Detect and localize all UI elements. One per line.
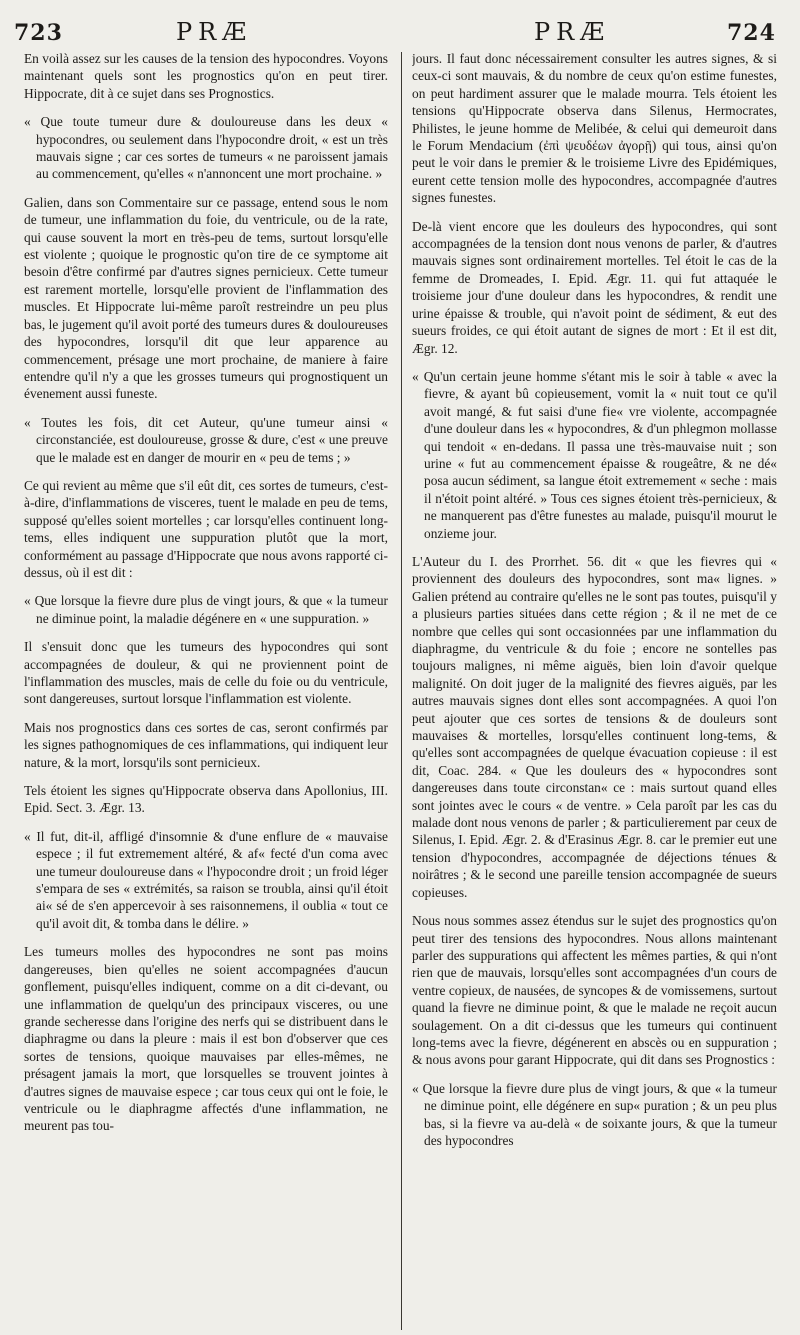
- quotation: « Il fut, dit-il, affligé d'insomnie & d'une enflure de « mauvaise espece ; il fut extremement altéré, & af« fecté d'un coma avec une tumeur douloureuse dans « l'hypocondre droit ; un froid léger s'empara de ses « extrémités, sa raison se troubla, ainsi qu'il étoit ai« sé de s'en appercevoir à ses raisonnemens, il oublia « tout ce qu'il avoit dit, & tomba dans le délire. »: [24, 828, 388, 931]
- left-text-column: [24, 50, 388, 1332]
- right-running-head: PRÆ: [534, 18, 611, 46]
- paragraph: L'Auteur du I. des Prorrhet. 56. dit « que les fievres qui « proviennent des douleurs des hypocondres, sont ma« lignes. » Galien prétend au contraire qu'elles ne le sont pas toutes, puisqu'il y a plusieurs parties situées dans cette région ; & il ne met de ce nombre que celles qui sont occasionnées par une inflammation du diaphragme, du ventricule & du foie ; encore ne sontelles pas toujours malignes, ni même aiguës, bien loin d'avoir quelque malignité. On doit juger de la malignité des fievres aiguës, par les autres mauvais signes dont elles sont accompagnées. A quoi l'on peut ajouter que ces sortes de tensions & de douleurs sont mauvaises & mortelles, lorsqu'elles continuent long-tems, & qu'elles sont accompagnées de quelque évacuation copieuse : il est dit, Coac. 284. « Que les douleurs des « hypocondres sont dangereuses dans toute circonstan« ce : mais surtout quand elles sont jointes avec le cours « de ventre. » Cela paroît par les cas du malade dont nous venons de parler ; & particulierement par ceux de Silenus, I. Epid. Ægr. 2. & d'Erasinus Ægr. 8. car le premier eut une tension d'hypocondres, accompagnée de déjections ténues & noirâtres ; & le second une pareille tension accompagnée de sueurs copieuses.: [412, 553, 777, 900]
- quotation: « Que toute tumeur dure & douloureuse dans les deux « hypocondres, ou seulement dans l'hypocondre droit, « est un très mauvais signe ; car ces sortes de tumeurs « ne paroissent jamais au commencement, qu'elles « n'annoncent une mort prochaine. »: [24, 114, 388, 182]
- paragraph: Galien, dans son Commentaire sur ce passage, entend sous le nom de tumeur, une inflammation du foie, du ventricule, ou de la rate, qui cause souvent la mort en très-peu de tems, surtout lorsqu'elle est violente ; quoique le prognostic qu'on tire de ce symptome ait besoin d'être confirmé par d'autres signes pernicieux. Cette tumeur est rarement mortelle, lorsqu'elle provient de l'inflammation des muscles. Et Hippocrate lui-même paroît restreindre un peu plus bas, le jugement qu'il avoit porté des tumeurs dures & douloureuses des hypocondres, lorsqu'il dit que leur apparence au commencement, présage une mort prochaine, de maniere à faire entendre qu'il n'y a que les grosses tumeurs qui prognostiquent un évenement aussi funeste.: [24, 194, 388, 402]
- paragraph: jours. Il faut donc nécessairement consulter les autres signes, & si ceux-ci sont mauvais, & du nombre de ceux qu'on estime funestes, on peut hardiment assurer que le malade mourra. Tels étoient les tensions qu'Hippocrate observa dans Silenus, Hermocrates, Philistes, le jeune homme de Melibée, & celui qui demeuroit dans le Forum Mendacium (ἐπὶ ψευδέων ἀγορῇ) qui tous, ainsi qu'on peut le voir dans le premier & le troisieme Livre des Epidémiques, eurent cette tension molle des hypocondres, accompagnée d'autres signes funestes.: [412, 51, 777, 206]
- quotation: « Qu'un certain jeune homme s'étant mis le soir à table « avec la fievre, & ayant bû copieusement, vomit la « nuit tout ce qu'il avoit mangé, & fut saisi d'une fie« vre violente, accompagnée d'une douleur dans les « hypocondres, & d'un phlegmon mollasse qui tendoit « en-dedans. Il passa une très-mauvaise nuit ; son urine « fut au commencement épaisse & rougeâtre, & ne dé« posa aucun sédiment, sa langue étoit extremement « seche : mais il n'étoit point altéré. » Tous ces signes étoient très-pernicieux, & ne manquerent pas d'être funestes au malade, puisqu'il mourut le onzieme jour.: [412, 368, 777, 541]
- paragraph: Ce qui revient au même que s'il eût dit, ces sortes de tumeurs, c'est-à-dire, d'inflammations de visceres, tuent le malade en peu de tems, supposé qu'elles soient mortelles ; car lorsqu'elles continuent long-tems, elles indiquent une suppuration plutôt que la mort, conformément au passage d'Hippocrate que nous avons rapporté ci-dessus, où il est dit :: [24, 477, 388, 580]
- paragraph: Les tumeurs molles des hypocondres ne sont pas moins dangereuses, bien qu'elles ne soient accompagnées d'aucun gonflement, puisqu'elles indiquent, comme on a dit ci-devant, ou une inflammation de quelqu'un des principaux visceres, ou une grande secheresse dans l'origine des nerfs qui se distribuent dans le diaphragme ou dans la pleure : mais il est bon d'observer que ces sortes de tensions, quoique mauvaises par elles-mêmes, ne présagent jamais la mort, que lorsquelles se trouvent jointes à d'autres signes de mauvaise espece ; car tous ceux qui ont le foie, le ventricule ou le diaphragme affectés d'une inflammation, ne meurent pas tou-: [24, 944, 388, 1134]
- quotation: « Que lorsque la fievre dure plus de vingt jours, & que « la tumeur ne diminue point, elle dégénere en sup« puration ; & un peu plus bas, si la fievre va au-delà « de soixante jours, & que la tumeur des hypocondres: [412, 1080, 777, 1148]
- quotation: « Que lorsque la fievre dure plus de vingt jours, & que « la tumeur ne diminue point, la maladie dégénere en « une suppuration. »: [24, 593, 388, 626]
- paragraph: Tels étoient les signes qu'Hippocrate observa dans Apollonius, III. Epid. Sect. 3. Ægr. 13.: [24, 783, 388, 816]
- left-page-number: 723: [14, 20, 63, 46]
- page-header: [0, 0, 800, 50]
- paragraph: En voilà assez sur les causes de la tension des hypocondres. Voyons maintenant quels sont les prognostics qu'on en peut tirer. Hippocrate, dit à ce sujet dans ses Prognostics.: [24, 51, 388, 101]
- paragraph: Nous nous sommes assez étendus sur le sujet des prognostics qu'on peut tirer des tensions des hypocondres. Nous allons maintenant parler des suppurations qui affectent les mêmes parties, & qui n'ont rien que de mauvais, lorsqu'elles sont accompagnées d'un cours de ventre copieux, de nausées, de syncopes & de vomissemens, surtout quand la fievre ne diminue point, & que le malade ne reçoit aucun soulagement. On a dit ci-dessus que les tumeurs qui continuent long-tems avec la fievre, dégénerent en abscès ou en suppuration ; & nous avons pour garant Hippocrate, qui dit dans ses Prognostics :: [412, 913, 777, 1068]
- column-divider: [401, 52, 402, 1330]
- left-running-head: PRÆ: [176, 18, 253, 46]
- paragraph: Il s'ensuit donc que les tumeurs des hypocondres qui sont accompagnées de douleur, & qui ne proviennent point de l'inflammation des muscles, mais de celle du foie ou du ventricule, sont dangereuses, surtout lorsque l'inflammation est violente.: [24, 639, 388, 707]
- paragraph: De-là vient encore que les douleurs des hypocondres, qui sont accompagnées de la tension dont nous venons de parler, & d'autres mauvais signes sont ordinairement mortelles. Tel étoit le cas de la femme de Dromeades, I. Epid. Ægr. 11. qui fut attaquée le troisieme jour d'une douleur dans les hypocondres, & rendit une urine épaisse & trouble, qui n'avoit point de sédiment, & eut des sueurs froides, ce qui étoit autant de signes de mort : Et il est dit, Ægr. 12.: [412, 218, 777, 356]
- quotation: « Toutes les fois, dit cet Auteur, qu'une tumeur ainsi « circonstanciée, est douloureuse, grosse & dure, c'est « une preuve que le malade est en danger de mourir en « peu de tems ; »: [24, 414, 388, 465]
- right-page-number: 724: [727, 20, 776, 46]
- paragraph: Mais nos prognostics dans ces sortes de cas, seront confirmés par les signes pathognomiques de ces inflammations, qui indiquent leur nature, & la mort, lorsqu'ils sont pernicieux.: [24, 719, 388, 770]
- right-text-column: [412, 50, 777, 1332]
